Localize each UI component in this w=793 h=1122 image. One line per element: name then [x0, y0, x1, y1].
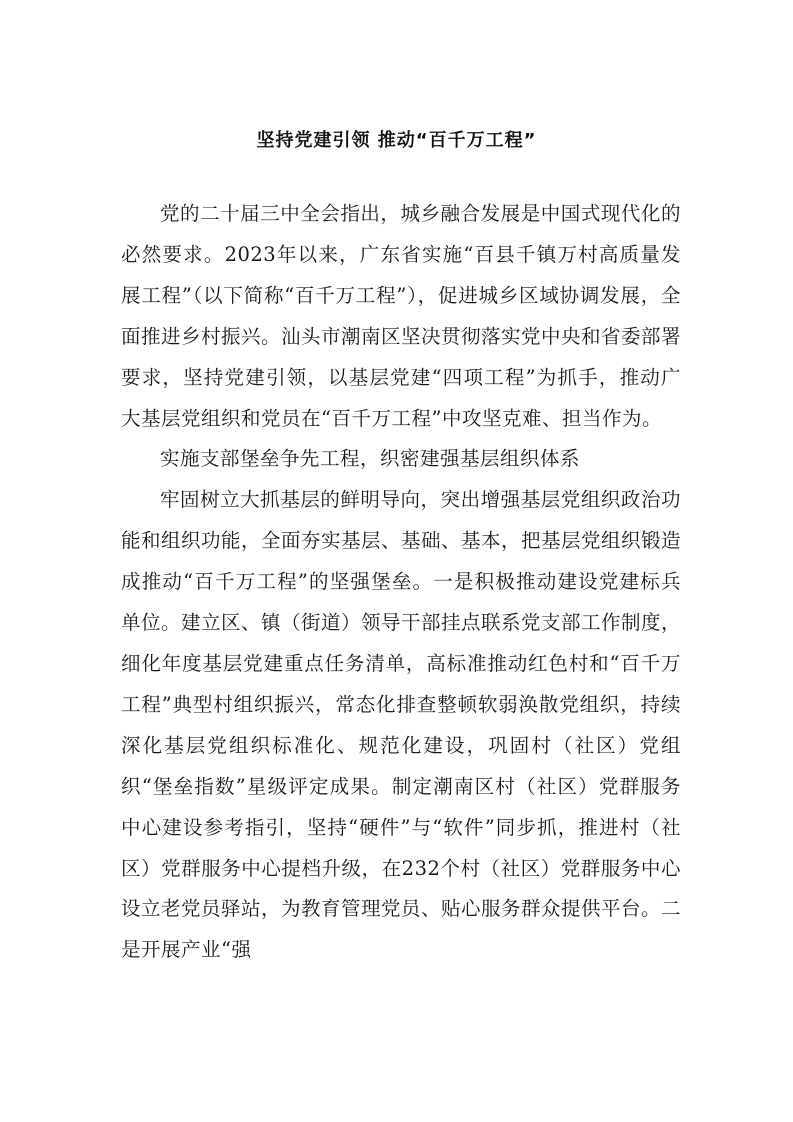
- body-paragraph: 党的二十届三中全会指出，城乡融合发展是中国式现代化的必然要求。2023年以来，广东省实施“百县千镇万村高质量发展工程”（以下简称“百千万工程”），促进城乡区域协调发展，全面推进乡村振兴。汕头市潮南区坚决贯彻落实党中央和省委部署要求，坚持党建引领，以基层党建“四项工程”为抓手，推动广大基层党组织和党员在“百千万工程”中攻坚克难、担当作为。: [121, 202, 682, 430]
- body-paragraph: 牢固树立大抓基层的鲜明导向，突出增强基层党组织政治功能和组织功能，全面夯实基层、基础、基本，把基层党组织锻造成推动“百千万工程”的坚强堡垒。一是积极推动建设党建标兵单位。建立区、镇（街道）领导干部挂点联系党支部工作制度，细化年度基层党建重点任务清单，高标准推动红色村和“百千万工程”典型村组织振兴，常态化排查整顿软弱涣散党组织，持续深化基层党组织标准化、规范化建设，巩固村（社区）党组织“堡垒指数”星级评定成果。制定潮南区村（社区）党群服务中心建设参考指引，坚持“硬件”与“软件”同步抓，推进村（社区）党群服务中心提档升级，在232个村（社区）党群服务中心设立老党员驿站，为教育管理党员、贴心服务群众提供平台。二是开展产业“强: [121, 488, 682, 962]
- document-body: [121, 194, 681, 971]
- section-heading: 实施支部堡垒争先工程，织密建强基层组织体系: [160, 447, 581, 471]
- document-title: 坚持党建引领 推动“百千万工程”: [256, 130, 537, 151]
